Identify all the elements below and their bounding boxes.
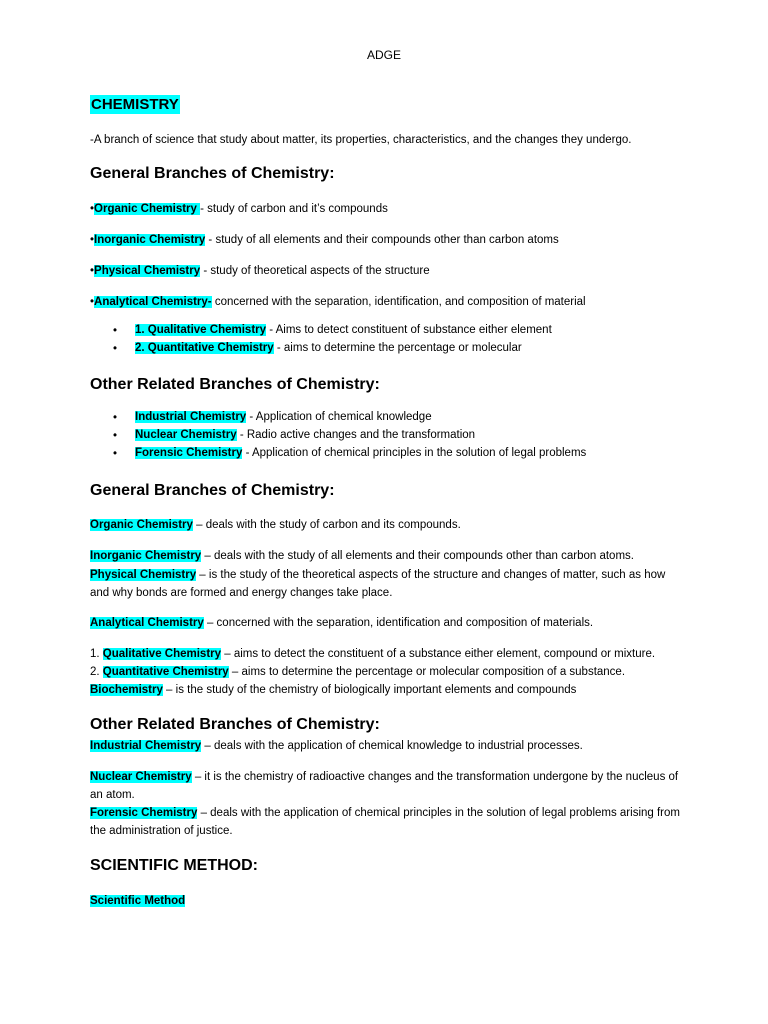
definition-inorganic [90, 547, 634, 565]
definition-nuclear [90, 768, 685, 804]
sub-bullet: • [113, 325, 118, 337]
term-description: – deals with the study of carbon and its compounds. [192, 519, 461, 531]
sub-list-item [135, 324, 552, 336]
sub-bullet: • [113, 343, 118, 355]
term-description: – deals with the study of all elements and their compounds other than carbon atoms. [201, 550, 634, 562]
definition-organic [90, 516, 461, 534]
term-description: - study of all elements and their compounds other than carbon atoms [205, 234, 559, 246]
list-item [90, 231, 559, 249]
scientific-method-item [90, 892, 185, 910]
term-description: – it is the chemistry of radioactive changes and the transformation undergone by the nucleus of an atom. [90, 771, 679, 801]
intro-paragraph: -A branch of science that study about matter, its properties, characteristics, and the changes they undergo. [90, 134, 632, 146]
definition-analytical [90, 614, 593, 632]
term-highlight: Organic Chemistry [94, 203, 201, 215]
term-highlight: Physical Chemistry [90, 569, 197, 581]
bullet: • [113, 448, 118, 460]
term-description: - Aims to detect constituent of substance either element [266, 324, 552, 336]
definition-quantitative [90, 663, 625, 681]
definition-industrial [90, 737, 583, 755]
bullet: • [90, 203, 95, 215]
term-highlight: Forensic Chemistry [135, 447, 243, 459]
bullet: • [90, 265, 95, 277]
term-highlight: Nuclear Chemistry [135, 429, 237, 441]
term-highlight: Analytical Chemistry- [94, 296, 212, 308]
term-description: – aims to determine the percentage or molecular composition of a substance. [228, 666, 626, 678]
bullet: • [90, 234, 95, 246]
definition-biochemistry [90, 681, 576, 699]
term-description: - study of theoretical aspects of the structure [200, 265, 430, 277]
term-description: – aims to detect the constituent of a substance either element, compound or mixture. [221, 648, 656, 660]
page-header: ADGE [366, 48, 401, 62]
term-highlight: Qualitative Chemistry [102, 648, 222, 660]
list-item [90, 262, 430, 280]
term-highlight: 2. Quantitative Chemistry [135, 342, 274, 354]
definition-qualitative [90, 645, 655, 663]
list-item [135, 447, 586, 459]
bullet: • [113, 412, 118, 424]
term-highlight: Industrial Chemistry [90, 740, 202, 752]
term-highlight: Forensic Chemistry [90, 807, 198, 819]
term-description: - aims to determine the percentage or molecular [273, 342, 522, 354]
term-description: concerned with the separation, identification, and composition of material [211, 296, 586, 308]
list-number: 2. [90, 666, 103, 678]
list-number: 1. [90, 648, 103, 660]
term-highlight: Biochemistry [90, 684, 163, 696]
term-highlight: Scientific Method [90, 895, 186, 907]
sub-list-item [135, 342, 522, 354]
section-heading-other-branches: Other Related Branches of Chemistry: [90, 376, 380, 393]
list-item [90, 200, 388, 218]
term-description: – is the study of the chemistry of biologically important elements and compounds [162, 684, 577, 696]
term-description: - Radio active changes and the transformation [236, 429, 476, 441]
term-highlight: Physical Chemistry [94, 265, 201, 277]
term-description: - Application of chemical knowledge [246, 411, 432, 423]
section-heading-general-branches-detailed: General Branches of Chemistry: [90, 482, 335, 499]
definition-physical [90, 566, 682, 602]
term-highlight: Inorganic Chemistry [94, 234, 206, 246]
section-heading-other-branches-detailed: Other Related Branches of Chemistry: [90, 716, 380, 733]
term-highlight: Industrial Chemistry [135, 411, 247, 423]
bullet: • [90, 296, 95, 308]
list-item [135, 411, 432, 423]
term-description: - Application of chemical principles in the solution of legal problems [242, 447, 587, 459]
section-heading-general-branches: General Branches of Chemistry: [90, 165, 335, 182]
bullet: • [113, 430, 118, 442]
term-highlight: Quantitative Chemistry [102, 666, 229, 678]
definition-forensic [90, 804, 685, 840]
term-highlight: Nuclear Chemistry [90, 771, 192, 783]
term-description: – concerned with the separation, identification and composition of materials. [203, 617, 594, 629]
term-highlight: 1. Qualitative Chemistry [135, 324, 267, 336]
section-heading-scientific-method: SCIENTIFIC METHOD: [90, 857, 258, 874]
term-highlight: Organic Chemistry [90, 519, 193, 531]
term-description: – deals with the application of chemical knowledge to industrial processes. [201, 740, 583, 752]
term-description: - study of carbon and it’s compounds [200, 203, 388, 215]
list-item [135, 429, 475, 441]
list-item [90, 293, 586, 311]
document-title: CHEMISTRY [91, 96, 179, 113]
term-description: – is the study of the theoretical aspects of the structure and changes of matter, such as how and why bonds are formed and energy changes take place. [90, 569, 666, 599]
term-description: – deals with the application of chemical principles in the solution of legal problems arising from the administration of justice. [90, 807, 680, 837]
term-highlight: Analytical Chemistry [90, 617, 204, 629]
term-highlight: Inorganic Chemistry [90, 550, 202, 562]
